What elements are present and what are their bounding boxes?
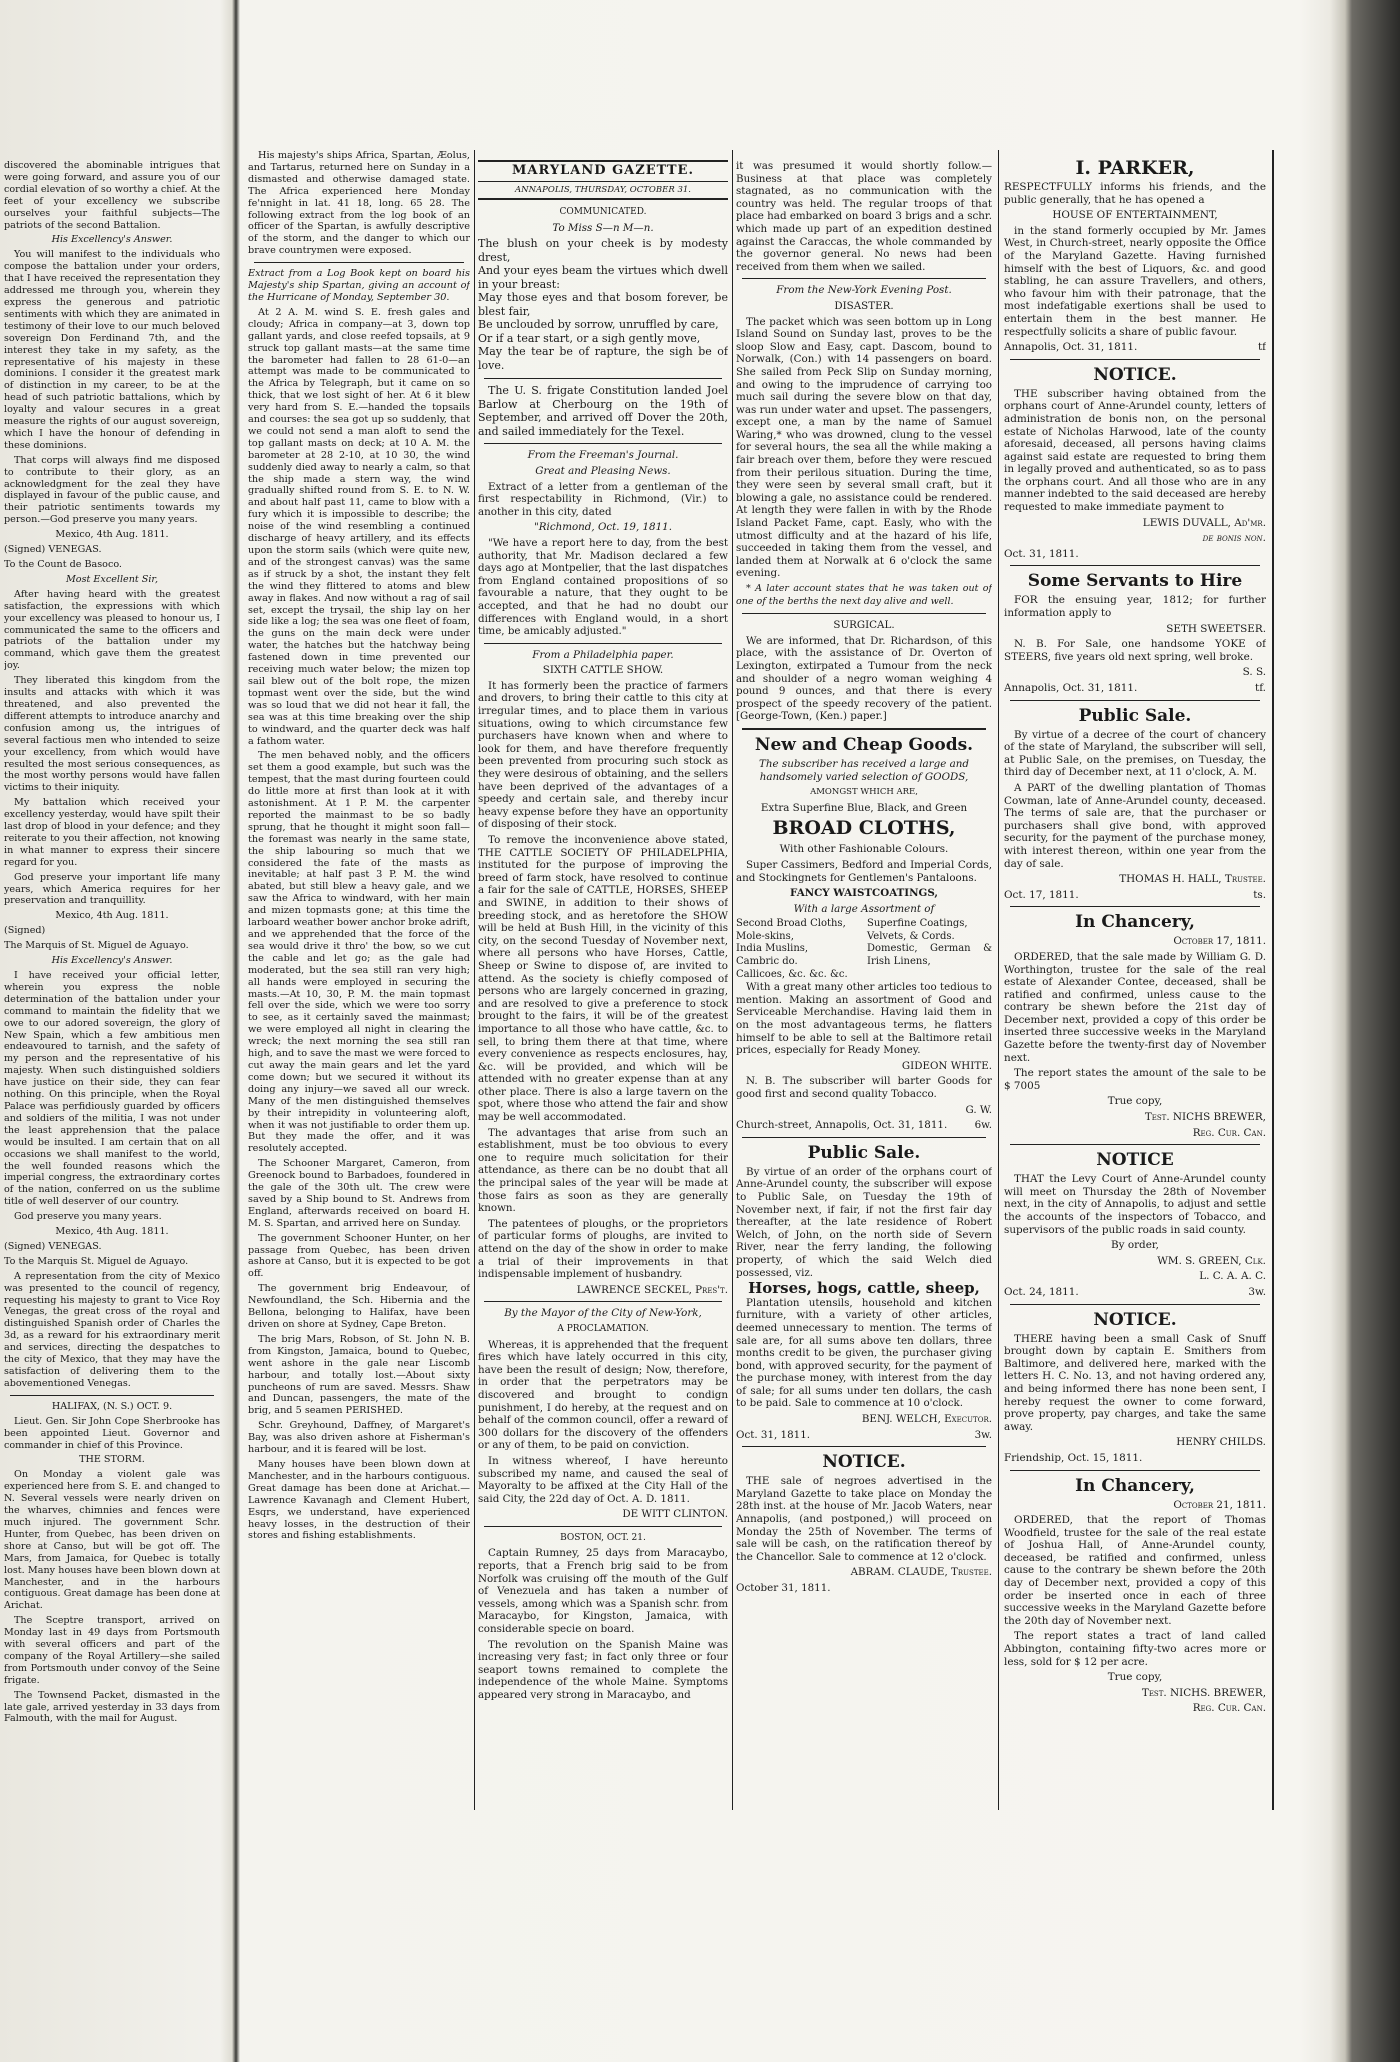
signature: DE WITT CLINTON. (622, 1508, 728, 1521)
ad-paragraph: ORDERED, that the sale made by William G. D. Worthington, trustee for the sale of the real estate of Alexander Contee, deceased, shall be ratified and confirmed, unless cause to the contrary be shewn before the 21st day of December next, provided a copy of this order be inserted three successive weeks in the Maryland Gazette before the twenty-first day of November next. (1004, 950, 1266, 1064)
ad-title: Public Sale. (1078, 705, 1192, 726)
signature: (Signed) VENEGAS. (4, 544, 102, 556)
dateline: HALIFAX, (N. S.) OCT. 9. (51, 1400, 173, 1412)
ad-term: 3w. (1248, 1285, 1266, 1298)
ad-line: True copy, (1107, 1095, 1163, 1108)
divider (484, 443, 722, 444)
signature: Reg. Cur. Can. (1192, 1702, 1266, 1715)
article-paragraph: "We have a report here to day, from the best authority, that Mr. Madison declared a few days ago at Montpelier, that the last dispatches from England contained propositions of so favourable a nature, that they ought to be accepted, and that he had no doubt our differences with England would, in a short time, be amicably adjusted." (478, 536, 728, 638)
divider (484, 378, 722, 379)
section-heading: SURGICAL. (833, 619, 895, 632)
signature: L. C. A. A. C. (1199, 1270, 1266, 1283)
article-paragraph: The Townsend Packet, dismasted in the late gale, arrived yesterday in 33 days from Falmouth, with the mail for August. (4, 1689, 220, 1725)
signature: (Signed) (4, 925, 46, 937)
article-paragraph: discovered the abominable intrigues that were going forward, and assure you of our cordial elevation of so worthy a chief. At the feet of your excellency we subscribe ourselves your faithful subjects—The patriots of the second Battalion. (4, 160, 220, 231)
section-heading: DISASTER. (834, 299, 894, 312)
article-paragraph: The Sceptre transport, arrived on Monday last in 49 days from Portsmouth with several officers and part of the company of the Royal Artillery—she sailed from Portsmouth under convoy of the Seine frigate. (4, 1615, 220, 1686)
ad-headline: BROAD CLOTHS, (772, 817, 956, 840)
ad-title: In Chancery, (1075, 912, 1195, 933)
signature: Reg. Cur. Can. (1192, 1126, 1266, 1139)
signature: de bonis non. (1202, 532, 1266, 545)
signature: Test. NICHS. BREWER, (1141, 1686, 1266, 1699)
divider (742, 278, 986, 279)
article-paragraph: On Monday a violent gale was experienced here from S. E. and changed to N. Several vessels were nearly driven on the wharves, chimnies and fences were much injured. The government Schr. Hunter, from Quebec, has been driven on shore at Canso, but will be got off. The Mars, from Jamaica, for Quebec is totally lost. Many houses have been blown down at Manchester, and in the harbours contiguous. Great damage has been done at Arichat. (4, 1469, 220, 1612)
ad-paragraph: THERE having been a small Cask of Snuff brought down by captain E. Smithers from Baltimore, and delivered here, marked with the letters H. C. No. 13, and not having ordered any, and being informed there has none been sent, I hereby request the owner to come forward, prove property, pay charges, and take the same away. (1004, 1332, 1266, 1433)
ad-date: Oct. 24, 1811. (1004, 1285, 1079, 1298)
ad-paragraph: RESPECTFULLY informs his friends, and the public generally, that he has opened a (1004, 181, 1266, 206)
ad-date: Annapolis, Oct. 31, 1811. (1004, 341, 1138, 354)
addressee: To the Marquis St. Miguel de Aguayo. (4, 1255, 189, 1267)
signature: Test. NICHS BREWER, (1144, 1111, 1266, 1124)
ad-paragraph: N. B. The subscriber will barter Goods for good first and second quality Tobacco. (736, 1075, 992, 1100)
poem-line: May those eyes and that bosom forever, be blest fair, (478, 291, 728, 318)
goods-item: Mole-skins, (736, 930, 794, 942)
ad-term: 3w. (974, 1428, 992, 1441)
ad-notice-duvall (1004, 365, 1266, 561)
ad-date: Oct. 17, 1811. (1004, 888, 1079, 901)
ad-paragraph: THE subscriber having obtained from the orphans court of Anne-Arundel county, letters of administration de bonis non, on the personal estate of Nicholas Harwood, late of the county aforesaid, deceased, all persons having claims against said estate are requested to bring them in legally proved and authenticated, so as to pass the orphans court. And all those who are in any manner indebted to the said deceased are hereby requested to make immediate payment to (1004, 387, 1266, 514)
signature: SETH SWEETSER. (1166, 622, 1266, 635)
left-page-column (4, 160, 220, 1820)
divider (1010, 565, 1260, 566)
article-paragraph: The government brig Endeavour, of Newfoundland, the Sch. Hibernia and the Bellona, belonging to Halifax, have been driven on shore at Sydney, Cape Breton. (248, 1283, 470, 1330)
divider (484, 643, 722, 644)
signature: WM. S. GREEN, Clk. (1157, 1254, 1266, 1267)
ad-term: ts. (1253, 888, 1266, 901)
ad-i-parker (1004, 158, 1266, 354)
masthead-dateline: ANNAPOLIS, THURSDAY, OCTOBER 31. (478, 182, 728, 201)
article-paragraph: God preserve you many years. (14, 1211, 162, 1223)
ad-levy-court-notice (1004, 1150, 1266, 1298)
signature: ABRAM. CLAUDE, Trustee. (850, 1566, 992, 1579)
ad-dateline (1004, 889, 1266, 902)
column-rule (474, 150, 475, 1810)
addressee: The Marquis of St. Miguel de Aguayo. (4, 940, 189, 952)
ad-headline: Horses, hogs, cattle, sheep, (748, 1279, 980, 1298)
poem-title: To Miss S—n M—n. (552, 221, 654, 234)
ad-paragraph: N. B. For Sale, one handsome YOKE of STEERS, five years old next spring, well broke. (1004, 638, 1266, 663)
ad-notice-negroes (736, 1452, 992, 1594)
dateline: Mexico, 4th Aug. 1811. (55, 910, 169, 922)
ad-title: NOTICE. (1093, 364, 1177, 385)
signature: G. W. (965, 1103, 992, 1116)
section-heading: COMMUNICATED. (559, 207, 647, 218)
article-paragraph: To remove the inconvenience above stated, THE CATTLE SOCIETY OF PHILADELPHIA, instituted for the purpose of improving the breed of farm stock, have resolved to continue a fair for the sale of CATTLE, HORSES, SHEEP and SWINE, in addition to their shows of breeding stock, and as heretofore the SHOW will be held at Bush Hill, in the vicinity of this city, on the second Tuesday of November next, where all persons who have Horses, Cattle, Sheep or Swine to dispose of, are invited to attend. As the society is chiefly composed of persons who are largely concerned in grazing, and are resolved to give a preference to stock brought to the fairs, it will be of the greatest importance to all those who have cattle, &c. to sell, to bring them there at that time, where every convenience as respects enclosures, hay, &c. will be provided, and which will be attended with no greater expense than at any other place. There is also a large tavern on the spot, where those who attend the fair and show may be well accommodated. (478, 834, 728, 1124)
ad-in-chancery-1 (1004, 912, 1266, 1139)
ad-date: October 17, 1811. (1173, 935, 1266, 948)
divider (484, 1301, 722, 1302)
goods-list-left (736, 918, 861, 981)
poem-line: Or if a tear start, or a sigh gently move, (478, 331, 701, 345)
section-heading: His Excellency's Answer. (51, 234, 173, 246)
article-paragraph: It has formerly been the practice of farmers and drovers, to bring their cattle to this city at irregular times, and to place them in various situations, owing to which circumstance few purchasers have known when and where to look for them, and have therefore frequently been prevented from procuring such stock as they were desirous of obtaining, and the sellers have been deprived of the advantages of a speedy and certain sale, and thereby incur heavy expense before they have an opportunity of disposing of their stock. (478, 679, 728, 831)
source-line: From a Philadelphia paper. (532, 648, 674, 661)
article-paragraph: The U. S. frigate Constitution landed Joel Barlow at Cherbourg on the 19th of September, and arrived off Dover the 20th, and sailed immediately for the Texel. (478, 384, 728, 438)
ad-paragraph: FOR the ensuing year, 1812; for further information apply to (1004, 594, 1266, 620)
source-line: From the Freeman's Journal. (527, 449, 679, 462)
ad-line: With a large Assortment of (793, 902, 935, 915)
ad-line: With other Fashionable Colours. (779, 843, 949, 856)
ad-title: Some Servants to Hire (1027, 571, 1243, 592)
ad-in-chancery-2 (1004, 1476, 1266, 1716)
article-paragraph: The government Schooner Hunter, on her passage from Quebec, has been driven ashore at Canso, but it is expected to be got off. (248, 1232, 470, 1280)
divider (742, 728, 986, 730)
ad-title: In Chancery, (1075, 1475, 1195, 1496)
dateline: BOSTON, OCT. 21. (560, 1532, 646, 1543)
goods-item: Callicoes, &c. &c. &c. (736, 968, 848, 980)
poem (478, 237, 728, 372)
article-paragraph: The men behaved nobly, and the officers set them a good example, but such was the tempest, that the mast during fourteen could do little more at first than look at it with astonishment. At 1 P. M. the carpenter reported the mainmast to be so badly sprung, that he thought it might soon fall—the foremast was nearly in the same state, the ship labouring so much that we considered the fate of the masts as inevitable; at half past 3 P. M. the wind abated, but still blew a heavy gale, and we saw the Africa to windward, with her main and mizen topmasts gone; at this time the larboard weather bower anchor broke adrift, and we apprehended that the force of the sea would drive it thro' the bow, so we cut the cable and let go; as the gale had moderated, but the sea still ran very high; all hands were employed in securing the masts.—At 10, 30, P. M. the main topmast fell over the side, which we were too sorry to see, as it certainly saved the mainmast; we were employed all night in clearing the wreck; the next morning the sea still ran high, and to save the mast we were forced to cut away the main gears and let the yard come down; but we secured it without its doing any injury—we saved all our wreck. Many of the men distinguished themselves by their intrepidity in volunteering aloft, when it was not justifiable to order them up. But they made the offer, and it was resolutely accepted. (248, 750, 470, 1155)
column-2 (248, 150, 470, 1810)
ad-paragraph: ORDERED, that the report of Thomas Woodfield, trustee for the sale of the real estate of Joshua Hall, of Anne-Arundel county, deceased, be ratified and confirmed, unless cause to the contrary be shewn before the 20th day of December next, provided a copy of this order be inserted once in each of three successive weeks in the Maryland Gazette before the 20th day of November next. (1004, 1514, 1266, 1627)
article-paragraph: That corps will always find me disposed to contribute to their glory, as an acknowledgment for the zeal they have displayed in favour of the public cause, and their patriotic sentiments towards my person.—God preserve you many years. (4, 454, 220, 526)
ad-paragraph: Plantation utensils, household and kitchen furniture, with a variety of other articles, deemed unnecessary to mention. The terms of sale are, for all sums above ten dollars, three months credit to be given, the purchaser giving bond, with approved security, for the payment of the purchase money, with interest from the day of sale; for all sums under ten dollars, the cash to be paid. Sale to commence at 10 o'clock. (736, 1296, 992, 1410)
ad-public-sale (736, 1143, 992, 1441)
article-paragraph: The advantages that arise from such an establishment, must be too obvious to every one to require much solicitation for their attendance, as there can be no doubt that all the principal sales of the year will be made at those fairs as soon as they are generally known. (478, 1126, 728, 1215)
section-heading: THE STORM. (79, 1454, 145, 1466)
article-paragraph: I have received your official letter, wherein you express the noble determination of the battalion under your command to maintain the fidelity that we owe to our adored sovereign, the glory of New Spain, which a few ambitious men endeavoured to tarnish, and the safety of my person and the representative of his majesty. When such distinguished soldiers have justice on their side, they can fear nothing. On this principle, when the Royal Palace was perfidiously guarded by officers and soldiers of the militia, I was not under the least apprehension that the palace would be insulted. I am certain that on all occasions we shall manifest to the world, the well founded reasons which the imperial congress, the extraordinary cortes of the nation, conferred on us the sublime title of well deserver of our country. (4, 970, 220, 1208)
article-paragraph: The Schooner Margaret, Cameron, from Greenock bound to Barbadoes, foundered in the gale of the 30th ult. The crew were saved by a Ship bound to St. Andrews from England, afterwards received on board H. M. S. Spartan, and arrived here on Sunday. (248, 1158, 470, 1229)
ad-address: Church-street, Annapolis, Oct. 31, 1811. (736, 1119, 948, 1132)
ad-servants-to-hire (1004, 571, 1266, 694)
ad-paragraph: With a great many other articles too tedious to mention. Making an assortment of Good and Serviceable Merchandise. Having laid them in on the most advantageous terms, he flatters himself to be able to sell at the Baltimore retail prices, especially for Ready Money. (736, 981, 992, 1057)
ad-paragraph: A PART of the dwelling plantation of Thomas Cowman, late of Anne-Arundel county, deceased. The terms of sale are, that the purchaser or purchasers shall give bond, with approved security, for the payment of the purchase money, with interest thereon, within one year from the day of sale. (1004, 781, 1266, 870)
signature: THOMAS H. HALL, Trustee. (1119, 873, 1266, 886)
ad-line: By order, (1111, 1239, 1159, 1252)
ad-dateline (736, 1119, 992, 1132)
ad-line: Extra Superfine Blue, Black, and Green (760, 801, 968, 814)
article-paragraph: In witness whereof, I have hereunto subscribed my name, and caused the seal of Mayoralty to be affixed at the City Hall of the said City, the 22d day of Oct. A. D. 1811. (478, 1454, 728, 1505)
ad-line: HOUSE OF ENTERTAINMENT, (1052, 209, 1218, 222)
ad-paragraph: in the stand formerly occupied by Mr. James West, in Church-street, nearly opposite the Office of the Maryland Gazette. Having furnished himself with the best of Liquors, &c. and good stabling, he can assure Travellers, and others, who favour him with their patronage, that the most indefatigable exertions shall be used to entertain them in the best manner. He respectfully solicits a share of public favour. (1004, 224, 1266, 338)
signature: S. S. (1242, 666, 1266, 679)
article-paragraph: The patentees of ploughs, or the proprietors of particular forms of ploughs, are invited to attend on the day of the show in order to make a trial of their improvements in that indispensable implement of husbandry. (478, 1217, 728, 1281)
salutation: Most Excellent Sir, (65, 573, 158, 585)
section-heading: His Excellency's Answer. (51, 955, 173, 967)
ad-title: New and Cheap Goods. (754, 734, 974, 755)
divider (1010, 1144, 1260, 1145)
signature: LEWIS DUVALL, Ad'mr. (1142, 516, 1266, 529)
ad-title: NOTICE (1096, 1150, 1174, 1171)
goods-item: Cambric do. (736, 956, 798, 968)
signature: GIDEON WHITE. (901, 1059, 992, 1072)
addressee: To the Count de Basoco. (4, 559, 122, 570)
poem-line: May the tear be of rapture, the sigh be of love. (478, 345, 728, 372)
ad-public-sale-hall (1004, 706, 1266, 902)
ad-term: tf (1257, 341, 1266, 354)
ad-paragraph: Super Cassimers, Bedford and Imperial Cords, and Stockingnets for Gentlemen's Pantaloons. (736, 858, 992, 884)
ad-dateline (1004, 341, 1266, 354)
section-heading: A PROCLAMATION. (557, 1323, 649, 1334)
ad-dateline (1004, 682, 1266, 695)
signature: (Signed) VENEGAS. (4, 1240, 102, 1252)
ad-new-and-cheap-goods (736, 735, 992, 1132)
column-rule (1272, 150, 1274, 1810)
column-4 (736, 160, 992, 1810)
source-line: From the New-York Evening Post. (776, 284, 952, 297)
ad-dateline (736, 1429, 992, 1442)
ad-title: I. PARKER, (1075, 157, 1195, 179)
article-paragraph: After having heard with the greatest satisfaction, the expressions with which your excellency was pleased to honour us, I communicated the same to the officers and patriots of the battalion under my command, which gave them the greatest joy. (4, 588, 220, 672)
goods-item: Velvets, & Cords. (867, 930, 955, 942)
divider (1010, 1304, 1260, 1305)
column-rule (732, 150, 733, 1810)
article-paragraph: At 2 A. M. wind S. E. fresh gales and cloudy; Africa in company—at 3, down top gallant yards, and close reefed topsails, at 9 struck top gallant masts—at the same time the barometer had fallen to 28 61-0—an attempt was made to be communicated to the Africa by Telegraph, but it came on so thick, that we lost sight of her. At 6 it blew very hard from S. E.—handed the topsails and courses: the sea got up so suddenly, that we could not send a man aloft to send the top gallant masts on deck; at 10 A. M. the barometer at 28 2-10, at 10 30, the wind suddenly died away to nearly a calm, so that the ship made a stern way, the wind gradually shifted round from S. E. to N. W. and about half past 11, came to blow with a fury which it is impossible to describe; the noise of the wind resembling a continued discharge of heavy artillery, and its effects upon the storm sails (which were quite new, and of the strongest canvas) was the same as if struck by a shot, the instant they felt the wind they flittered to atoms and blew away in flakes. And now without a rag of sail set, except the trysail, the ship lay on her side like a log; the sea was one fleet of foam, the guns on the main deck were under water, the hatches but the hatchway being fastened down in time prevented our receiving much water below; the mizen top sail blew out of the bolt rope, the mizen topmast went over the side, but the wind was so loud that we did not hear it fall, the sea was at this time breaking over the ship to windward, and the quarter deck was half a fathom water. (248, 306, 470, 747)
article-paragraph: Captain Rumney, 25 days from Maracaybo, reports, that a French brig said to be from Norfolk was cruising off the mouth of the Gulf of Venezuela and has taken a number of vessels, among which was a Spanish schr. from Maracaybo, for Kingston, Jamaica, with considerable specie on board. (478, 1547, 728, 1636)
dateline: "Richmond, Oct. 19, 1811. (534, 521, 672, 534)
section-heading: Great and Pleasing News. (535, 464, 671, 477)
ad-term: 6w. (974, 1119, 992, 1132)
ad-paragraph: THE sale of negroes advertised in the Maryland Gazette to take place on Monday the 28th inst. at the house of Mr. Jacob Waters, near Annapolis, (and postponed,) will proceed on Monday the 25th of November. The terms of sale will be cash, on the ratification thereof by the Chancellor. Sale to commence at 12 o'clock. (736, 1475, 992, 1563)
divider (742, 1137, 986, 1138)
dateline: Mexico, 4th Aug. 1811. (55, 1226, 169, 1238)
article-paragraph: The brig Mars, Robson, of St. John N. B. from Kingston, Jamaica, bound to Quebec, went ashore in the gale near Liscomb harbour, and totally lost.—About sixty puncheons of rum are saved. Messrs. Shaw and Duncan, passengers, the mate of the brig, and 5 seamen PERISHED. (248, 1333, 470, 1417)
article-paragraph: My battalion which received your excellency yesterday, would have spilt their last drop of blood in your defence; and they reiterate to you their affection, not knowing in what manner to express their sincere regard for you. (4, 797, 220, 868)
dateline: Mexico, 4th Aug. 1811. (55, 529, 169, 541)
article-paragraph: His majesty's ships Africa, Spartan, Æolus, and Tartarus, returned here on Sunday in a dismasted and otherwise damaged state. The Africa experienced here Monday fe'nnight in lat. 41 18, long. 65 28. The following extract from the log book of an officer of the Spartan, is awfully descriptive of the storm, and the danger to which our brave countrymen were exposed. (248, 150, 470, 257)
article-paragraph: We are informed, that Dr. Richardson, of this place, with the assistance of Dr. Overton of Lexington, extirpated a Tumour from the neck and shoulder of a negro woman weighing 4 pound 9 ounces, and that there is every prospect of the speedy recovery of the patient. [George-Town, (Ken.) paper.] (736, 634, 992, 723)
divider (1010, 906, 1260, 907)
goods-item: Superfine Coatings, (867, 918, 968, 930)
divider (742, 613, 986, 614)
article-paragraph: Lieut. Gen. Sir John Cope Sherbrooke has been appointed Lieut. Governor and commander in chief of this Province. (4, 1415, 220, 1451)
ad-date: Oct. 31, 1811. (736, 1428, 811, 1441)
ad-term: tf. (1255, 682, 1266, 694)
ad-title: NOTICE. (822, 1452, 906, 1473)
section-heading: SIXTH CATTLE SHOW. (542, 664, 664, 677)
divider (254, 262, 464, 263)
column-5 (1004, 156, 1266, 1816)
ad-snuff-notice (1004, 1310, 1266, 1465)
goods-item: Domestic, German & Irish Linens, (867, 943, 992, 968)
article-paragraph: Extract of a letter from a gentleman of the first respectability in Richmond, (Vir.) to another in this city, dated (478, 480, 728, 518)
poem-line: Be unclouded by sorrow, unruffled by care, (478, 318, 719, 332)
signature: LAWRENCE SECKEL, Pres't. (576, 1283, 728, 1296)
ad-date: Friendship, Oct. 15, 1811. (1004, 1451, 1143, 1464)
masthead-title: MARYLAND GAZETTE. (478, 160, 728, 182)
ad-date: Annapolis, Oct. 31, 1811. (1004, 682, 1138, 694)
ad-paragraph: By virtue of a decree of the court of chancery of the state of Maryland, the subscriber will sell, at Public Sale, on the premises, on Tuesday, the third day of December next, at 11 o'clock, A. M. (1004, 728, 1266, 779)
goods-list-right (867, 918, 992, 981)
article-paragraph: Schr. Greyhound, Daffney, of Margaret's Bay, was also driven ashore at Fisherman's harbour, and it is feared will be lost. (248, 1420, 470, 1456)
ad-date: October 31, 1811. (736, 1582, 831, 1594)
column-rule (998, 150, 999, 1810)
article-paragraph: You will manifest to the individuals who compose the battalion under your orders, that I have received the representation they addressed me through you, wherein they express the generous and patriotic sentiments with which they are animated in testimony of their love to our much beloved sovereign Don Ferdinand 7th, and the interest they take in my safety, as the representative of his majesty in these dominions. I consider it the greatest mark of distinction in my career, to be at the head of such patriotic battalions, which by loyalty and valour secures in a great measure the rights of our august sovereign, which I have the honour of defending in these dominions. (4, 249, 220, 451)
article-paragraph: it was presumed it would shortly follow.—Business at that place was completely stagnated, as no communication with the country was held. The regular troops of that place had embarked on board 3 brigs and a schr. which made up part of an expedition destined against the Caraccas, the whole commanded by the governor general. No news had been received from them when we sailed. (736, 160, 992, 273)
section-heading: By the Mayor of the City of New-York, (504, 1307, 702, 1320)
goods-item: India Muslins, (736, 943, 809, 955)
divider (484, 1526, 722, 1527)
goods-list (736, 918, 992, 981)
log-extract-heading: Extract from a Log Book kept on board his Majesty's ship Spartan, giving an account of the Hurricane of Monday, September 30. (248, 268, 470, 303)
column-3 (478, 160, 728, 1810)
ad-line: FANCY WAISTCOATINGS, (790, 887, 938, 900)
article-paragraph: A representation from the city of Mexico was presented to the council of regency, requesting his majesty to grant to Vice Roy Venegas, the great cross of the royal and distinguished Spanish order of Charles the 3d, as a reward for his extraordinary merit and services, directing the despatches to the city of Mexico, that they may have the satisfaction of delivering them to the abovementioned Venegas. (4, 1270, 220, 1389)
article-paragraph: God preserve your important life many years, which America requires for her preservation and tranquillity. (4, 871, 220, 907)
ad-paragraph: The report states a tract of land called Abbington, containing fifty-two acres more or less, sold for $ 12 per acre. (1004, 1630, 1266, 1668)
article-paragraph: They liberated this kingdom from the insults and attacks with which it was threatened, and also prevented the different attempts to introduce anarchy and confusion among us, the intrigues of several factious men who intended to seize your excellency, from which would have resulted the most serious consequences, as the most worthy persons would have fallen victims to their iniquity. (4, 675, 220, 794)
article-paragraph: The packet which was seen bottom up in Long Island Sound on Sunday last, proves to be the sloop Slow and Easy, capt. Dascom, bound to Norwalk, (Con.) with 14 passengers on board. She sailed from Peck Slip on Sunday morning, and owing to the imprudence of carrying too much sail during the severe blow on that day, was run under water and upset. The passengers, except one, a man by the name of Samuel Waring,* who was drowned, clung to the vessel for several hours, the sea all the while making a fair breach over them, before they were rescued from their perilous situation. During the time, they were seen by several small craft, but it blowing a gale, no assistance could be rendered. At length they were fallen in with by the Rhode Island Packet Fame, capt. Easly, who with the utmost difficulty and at the hazard of his life, succeeded in taking them from the vessel, and landed them at Norwalk at 6 o'clock the same evening. (736, 315, 992, 580)
poem-line: And your eyes beam the virtues which dwell in your breast: (478, 264, 728, 291)
divider (742, 1446, 986, 1447)
article-paragraph: The revolution on the Spanish Maine was increasing very fast; in fact only three or four seaport towns remained to complete the independence of the whole Maine. Symptoms appeared very strong in Maracaybo, and (478, 1638, 728, 1701)
ad-date: Oct. 31, 1811. (1004, 547, 1079, 560)
signature: BENJ. WELCH, Executor. (861, 1413, 992, 1426)
ad-title: NOTICE. (1093, 1309, 1177, 1330)
ad-line: True copy, (1107, 1671, 1163, 1684)
divider (1010, 359, 1260, 360)
ad-paragraph: THAT the Levy Court of Anne-Arundel county will meet on Thursday the 28th of November next, in the city of Annapolis, to adjust and settle the accounts of the inspectors of Tobacco, and supervisors of the public roads in said county. (1004, 1173, 1266, 1236)
goods-item: Second Broad Cloths, (736, 918, 846, 930)
article-paragraph: Whereas, it is apprehended that the frequent fires which have lately occurred in this city, have been the result of design; Now, therefore, in order that the perpetrators may be discovered and brought to condign punishment, I do hereby, at the request and on behalf of the common council, offer a reward of 300 dollars for the discovery of the offenders or any of them, to be paid on conviction. (478, 1338, 728, 1452)
signature: HENRY CHILDS. (1176, 1436, 1266, 1449)
ad-paragraph: The report states the amount of the sale to be $ 7005 (1004, 1067, 1266, 1092)
ad-dateline (1004, 1286, 1266, 1299)
divider (10, 1395, 214, 1396)
divider (1010, 1470, 1260, 1471)
divider (1010, 700, 1260, 701)
ad-date: October 21, 1811. (1173, 1498, 1266, 1511)
article-paragraph: Many houses have been blown down at Manchester, and in the harbours contiguous. Great damage has been done at Arichat.—Lawrence Kavanagh and Clement Hubert, Esqrs, we understand, have experienced heavy losses, in the destruction of their stores and fishing establishments. (248, 1458, 470, 1542)
poem-line: The blush on your cheek is by modesty drest, (478, 237, 728, 264)
footnote: * A later account states that he was taken out of one of the berths the next day alive and well. (736, 583, 992, 607)
ad-line: AMONGST WHICH ARE, (810, 787, 918, 798)
ad-subtitle: The subscriber has received a large and handsomely varied selection of GOODS, (759, 757, 969, 783)
ad-paragraph: By virtue of an order of the orphans court of Anne-Arundel county, the subscriber will expose to Public Sale, on Tuesday the 19th of November next, if fair, if not the first fair day thereafter, at the late residence of Robert Welch, of John, on the north side of Severn River, near the ferry landing, the following property, of which the said Welch died possessed, viz. (736, 1165, 992, 1279)
ad-title: Public Sale. (807, 1142, 921, 1163)
